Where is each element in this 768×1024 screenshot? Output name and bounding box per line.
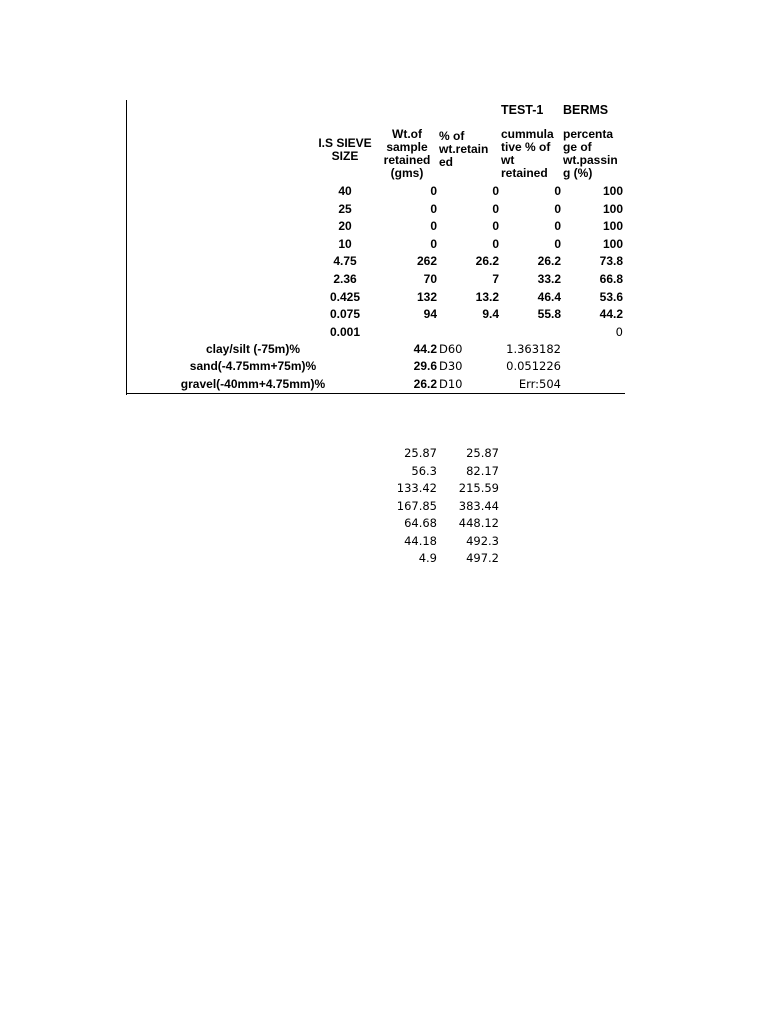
- summary-label: gravel(-40mm+4.75mm)%: [180, 377, 326, 391]
- d-label: D60: [439, 342, 463, 356]
- cumulative-cell: 55.8: [537, 307, 561, 321]
- weight-cell: 0: [430, 219, 437, 233]
- test-label: TEST-1: [501, 103, 544, 117]
- weight-cell: 94: [423, 307, 437, 321]
- weight-cell: 0: [430, 184, 437, 198]
- summary-label: sand(-4.75mm+75m)%: [189, 359, 317, 373]
- passing-cell: 53.6: [599, 290, 623, 304]
- percent-cell: 7: [492, 272, 499, 286]
- extra-value-b: 215.59: [458, 481, 499, 495]
- header-percent-retained: % of wt.retain ed: [439, 129, 489, 169]
- percent-cell: 0: [492, 202, 499, 216]
- weight-cell: 0: [430, 202, 437, 216]
- header-sieve-size: I.S SIEVE SIZE: [318, 136, 372, 163]
- summary-label: clay/silt (-75m)%: [205, 342, 301, 356]
- d-value: 0.051226: [506, 359, 561, 373]
- header-cumulative-retained: cummula tive % of wt retained: [501, 127, 554, 180]
- passing-cell: 44.2: [599, 307, 623, 321]
- extra-value-b: 25.87: [466, 446, 499, 460]
- sieve-size-cell: 40: [338, 184, 352, 198]
- percent-cell: 0: [492, 184, 499, 198]
- cumulative-cell: 33.2: [537, 272, 561, 286]
- weight-cell: 70: [423, 272, 437, 286]
- extra-value-b: 82.17: [466, 464, 499, 478]
- passing-cell: 100: [602, 184, 623, 198]
- percent-cell: 0: [492, 219, 499, 233]
- extra-value-a: 133.42: [396, 481, 437, 495]
- summary-value: 44.2: [413, 342, 437, 356]
- d-label: D10: [439, 377, 463, 391]
- section-label: BERMS: [563, 103, 609, 117]
- percent-cell: 26.2: [475, 254, 499, 268]
- weight-cell: 132: [416, 290, 437, 304]
- passing-cell: 100: [602, 237, 623, 251]
- extra-value-b: 383.44: [458, 499, 499, 513]
- extra-value-a: 4.9: [418, 551, 437, 565]
- extra-value-a: 44.18: [404, 534, 437, 548]
- table-bottom-border: [126, 393, 625, 394]
- cumulative-cell: 0: [554, 237, 561, 251]
- sieve-size-cell: 0.001: [329, 325, 361, 339]
- passing-cell: 0: [615, 325, 623, 339]
- sieve-size-cell: 4.75: [333, 254, 357, 268]
- sieve-size-cell: 2.36: [333, 272, 357, 286]
- passing-cell: 100: [602, 202, 623, 216]
- passing-cell: 73.8: [599, 254, 623, 268]
- extra-value-a: 25.87: [404, 446, 437, 460]
- sieve-size-cell: 10: [338, 237, 352, 251]
- header-percent-passing: percenta ge of wt.passin g (%): [563, 127, 618, 180]
- d-label: D30: [439, 359, 463, 373]
- percent-cell: 0: [492, 237, 499, 251]
- weight-cell: 262: [416, 254, 437, 268]
- summary-value: 26.2: [413, 377, 437, 391]
- sieve-size-cell: 0.425: [329, 290, 361, 304]
- passing-cell: 66.8: [599, 272, 623, 286]
- percent-cell: 13.2: [475, 290, 499, 304]
- cumulative-cell: 0: [554, 219, 561, 233]
- cumulative-cell: 0: [554, 202, 561, 216]
- sieve-size-cell: 20: [338, 219, 352, 233]
- extra-value-b: 448.12: [458, 516, 499, 530]
- percent-cell: 9.4: [482, 307, 499, 321]
- cumulative-cell: 46.4: [537, 290, 561, 304]
- sieve-size-cell: 0.075: [329, 307, 361, 321]
- extra-value-a: 56.3: [411, 464, 437, 478]
- d-value: 1.363182: [506, 342, 561, 356]
- extra-value-a: 167.85: [396, 499, 437, 513]
- cumulative-cell: 0: [554, 184, 561, 198]
- extra-value-b: 492.3: [466, 534, 499, 548]
- sieve-size-cell: 25: [338, 202, 352, 216]
- weight-cell: 0: [430, 237, 437, 251]
- summary-value: 29.6: [413, 359, 437, 373]
- cumulative-cell: 26.2: [537, 254, 561, 268]
- passing-cell: 100: [602, 219, 623, 233]
- extra-value-a: 64.68: [404, 516, 437, 530]
- d-value: Err:504: [518, 377, 561, 391]
- extra-value-b: 497.2: [466, 551, 499, 565]
- header-weight-retained: Wt.of sample retained (gms): [383, 127, 431, 180]
